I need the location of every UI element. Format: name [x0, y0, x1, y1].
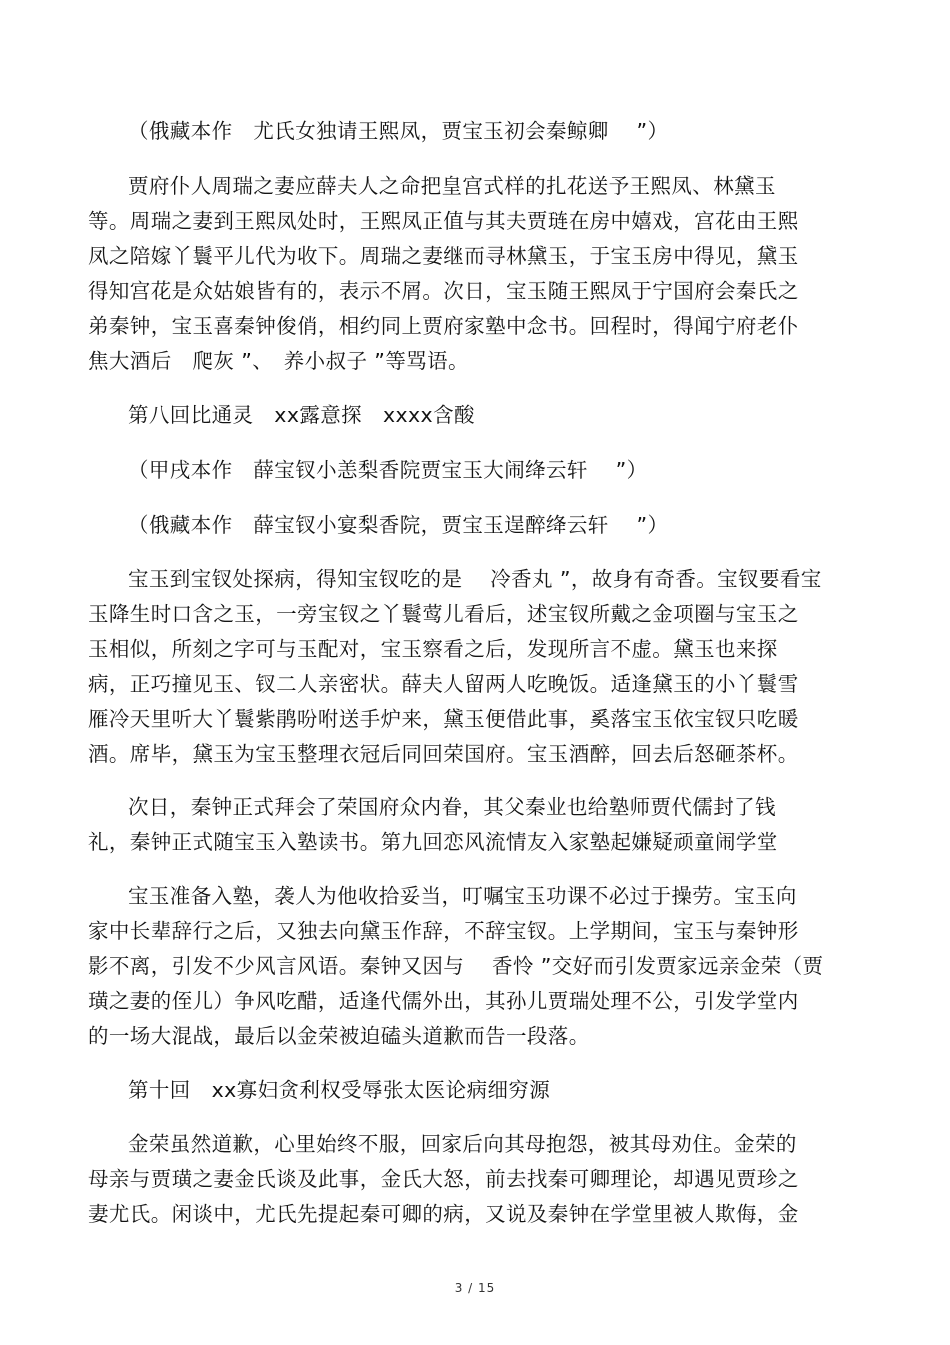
- paragraph-line: 酒。席毕，黛玉为宝玉整理衣冠后同回荣国府。宝玉酒醉，回去后怒砸茶杯。: [88, 742, 799, 766]
- paragraph-line: 焦大酒后 爬灰 ”、 养小叔子 ”等骂语。: [88, 349, 469, 373]
- paragraph-line: 家中长辈辞行之后，又独去向黛玉作辞，不辞宝钗。上学期间，宝玉与秦钟形: [88, 919, 799, 943]
- paragraph-line: 得知宫花是众姑娘皆有的，表示不屑。次日，宝玉随王熙凤于宁国府会秦氏之: [88, 279, 799, 303]
- paragraph-line: 等。周瑞之妻到王熙凤处时，王熙凤正值与其夫贾琏在房中嬉戏，宫花由王熙: [88, 209, 799, 233]
- chapter-heading: 第八回比通灵 xx露意探 xxxx含酸: [128, 403, 475, 427]
- paragraph-line: 母亲与贾璜之妻金氏谈及此事，金氏大怒，前去找秦可卿理论，却遇见贾珍之: [88, 1167, 799, 1191]
- paragraph-line: （甲戌本作 薛宝钗小恙梨香院贾宝玉大闹绛云轩 ”）: [128, 458, 648, 482]
- paragraph-line: 的一场大混战，最后以金荣被迫磕头道歉而告一段落。: [88, 1024, 590, 1048]
- paragraph-line: 病，正巧撞见玉、钗二人亲密状。薛夫人留两人吃晚饭。适逢黛玉的小丫鬟雪: [88, 672, 799, 696]
- paragraph-line: 宝玉准备入塾，袭人为他收拾妥当，叮嘱宝玉功课不必过于操劳。宝玉向: [128, 884, 797, 908]
- paragraph-line: 璜之妻的侄儿）争风吃醋，适逢代儒外出，其孙儿贾瑞处理不公，引发学堂内: [88, 989, 799, 1013]
- paragraph-line: 凤之陪嫁丫鬟平儿代为收下。周瑞之妻继而寻林黛玉，于宝玉房中得见，黛玉: [88, 244, 799, 268]
- paragraph-line: 次日，秦钟正式拜会了荣国府众内眷，其父秦业也给塾师贾代儒封了钱: [128, 795, 776, 819]
- paragraph-line: （俄藏本作 尤氏女独请王熙凤，贾宝玉初会秦鲸卿 ”）: [128, 119, 669, 143]
- paragraph-line: 影不离，引发不少风言风语。秦钟又因与 香怜 ”交好而引发贾家远亲金荣（贾: [88, 954, 824, 978]
- paragraph-line: 玉相似，所刻之字可与玉配对，宝玉察看之后，发现所言不虚。黛玉也来探: [88, 637, 778, 661]
- paragraph-line: 礼，秦钟正式随宝玉入塾读书。第九回恋风流情友入家塾起嫌疑顽童闹学堂: [88, 830, 778, 854]
- paragraph-line: 贾府仆人周瑞之妻应薛夫人之命把皇宫式样的扎花送予王熙凤、林黛玉: [128, 174, 776, 198]
- paragraph-line: 雁冷天里听大丫鬟紫鹃吩咐送手炉来，黛玉便借此事，奚落宝玉依宝钗只吃暖: [88, 707, 799, 731]
- paragraph-line: 弟秦钟，宝玉喜秦钟俊俏，相约同上贾府家塾中念书。回程时，得闻宁府老仆: [88, 314, 799, 338]
- page-number: 3 / 15: [454, 1281, 496, 1295]
- paragraph-line: 宝玉到宝钗处探病，得知宝钗吃的是 冷香丸 ”，故身有奇香。宝钗要看宝: [128, 567, 822, 591]
- paragraph-line: 玉降生时口含之玉，一旁宝钗之丫鬟莺儿看后，述宝钗所戴之金项圈与宝玉之: [88, 602, 799, 626]
- chapter-heading: 第十回 xx寡妇贪利权受辱张太医论病细穷源: [128, 1078, 551, 1102]
- paragraph-line: 妻尤氏。闲谈中，尤氏先提起秦可卿的病，又说及秦钟在学堂里被人欺侮，金: [88, 1202, 799, 1226]
- paragraph-line: 金荣虽然道歉，心里始终不服，回家后向其母抱怨，被其母劝住。金荣的: [128, 1132, 797, 1156]
- paragraph-line: （俄藏本作 薛宝钗小宴梨香院，贾宝玉逞醉绛云轩 ”）: [128, 513, 669, 537]
